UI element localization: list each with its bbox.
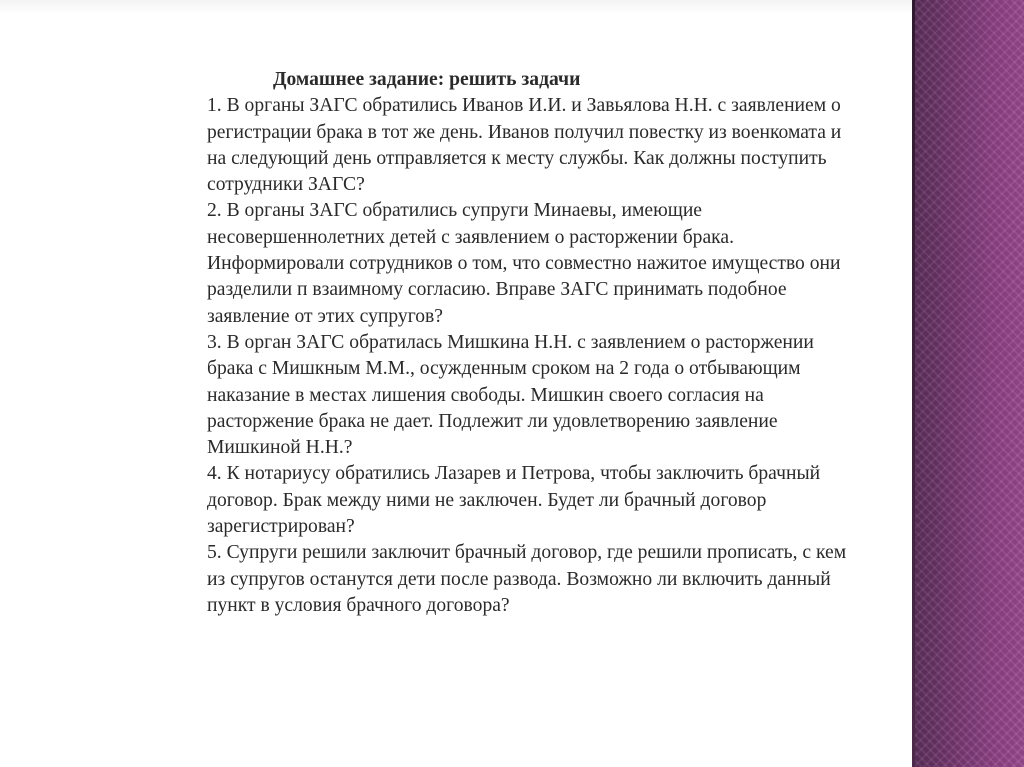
decorative-purple-band <box>912 0 1024 767</box>
top-fade <box>0 0 1024 14</box>
task-5: 5. Супруги решили заключит брачный договор, где решили прописать, с кем из супругов останутся дети после развода. Возможно ли включить данный пункт в условия брачного договора? <box>207 542 847 616</box>
band-edge <box>912 0 915 767</box>
homework-heading: Домашнее задание: решить задачи <box>273 69 581 90</box>
homework-text-block <box>207 67 847 619</box>
task-1: 1. В органы ЗАГС обратились Иванов И.И. и Завьялова Н.Н. с заявлением о регистрации брака в тот же день. Иванов получил повестку из военкомата и на следующий день отправляется к месту службы. Как должны поступить сотрудники ЗАГС? <box>207 95 842 196</box>
task-2: 2. В органы ЗАГС обратились супруги Минаевы, имеющие несовершеннолетних детей с заявлением о расторжении брака. Информировали сотрудников о том, что совместно нажитое имущество они разделили п взаимному согласию. Вправе ЗАГС принимать подобное заявление от этих супругов? <box>207 200 841 327</box>
task-4: 4. К нотариусу обратились Лазарев и Петрова, чтобы заключить брачный договор. Брак между ними не заключен. Будет ли брачный договор зарегистрирован? <box>207 463 821 538</box>
task-3: 3. В орган ЗАГС обратилась Мишкина Н.Н. с заявлением о расторжении брака с Мишкным М.М., осужденным сроком на 2 года о отбывающим наказание в местах лишения свободы. Мишкин своего согласия на расторжение брака не дает. Подлежит ли удовлетворению заявление Мишкиной Н.Н.? <box>207 331 814 459</box>
